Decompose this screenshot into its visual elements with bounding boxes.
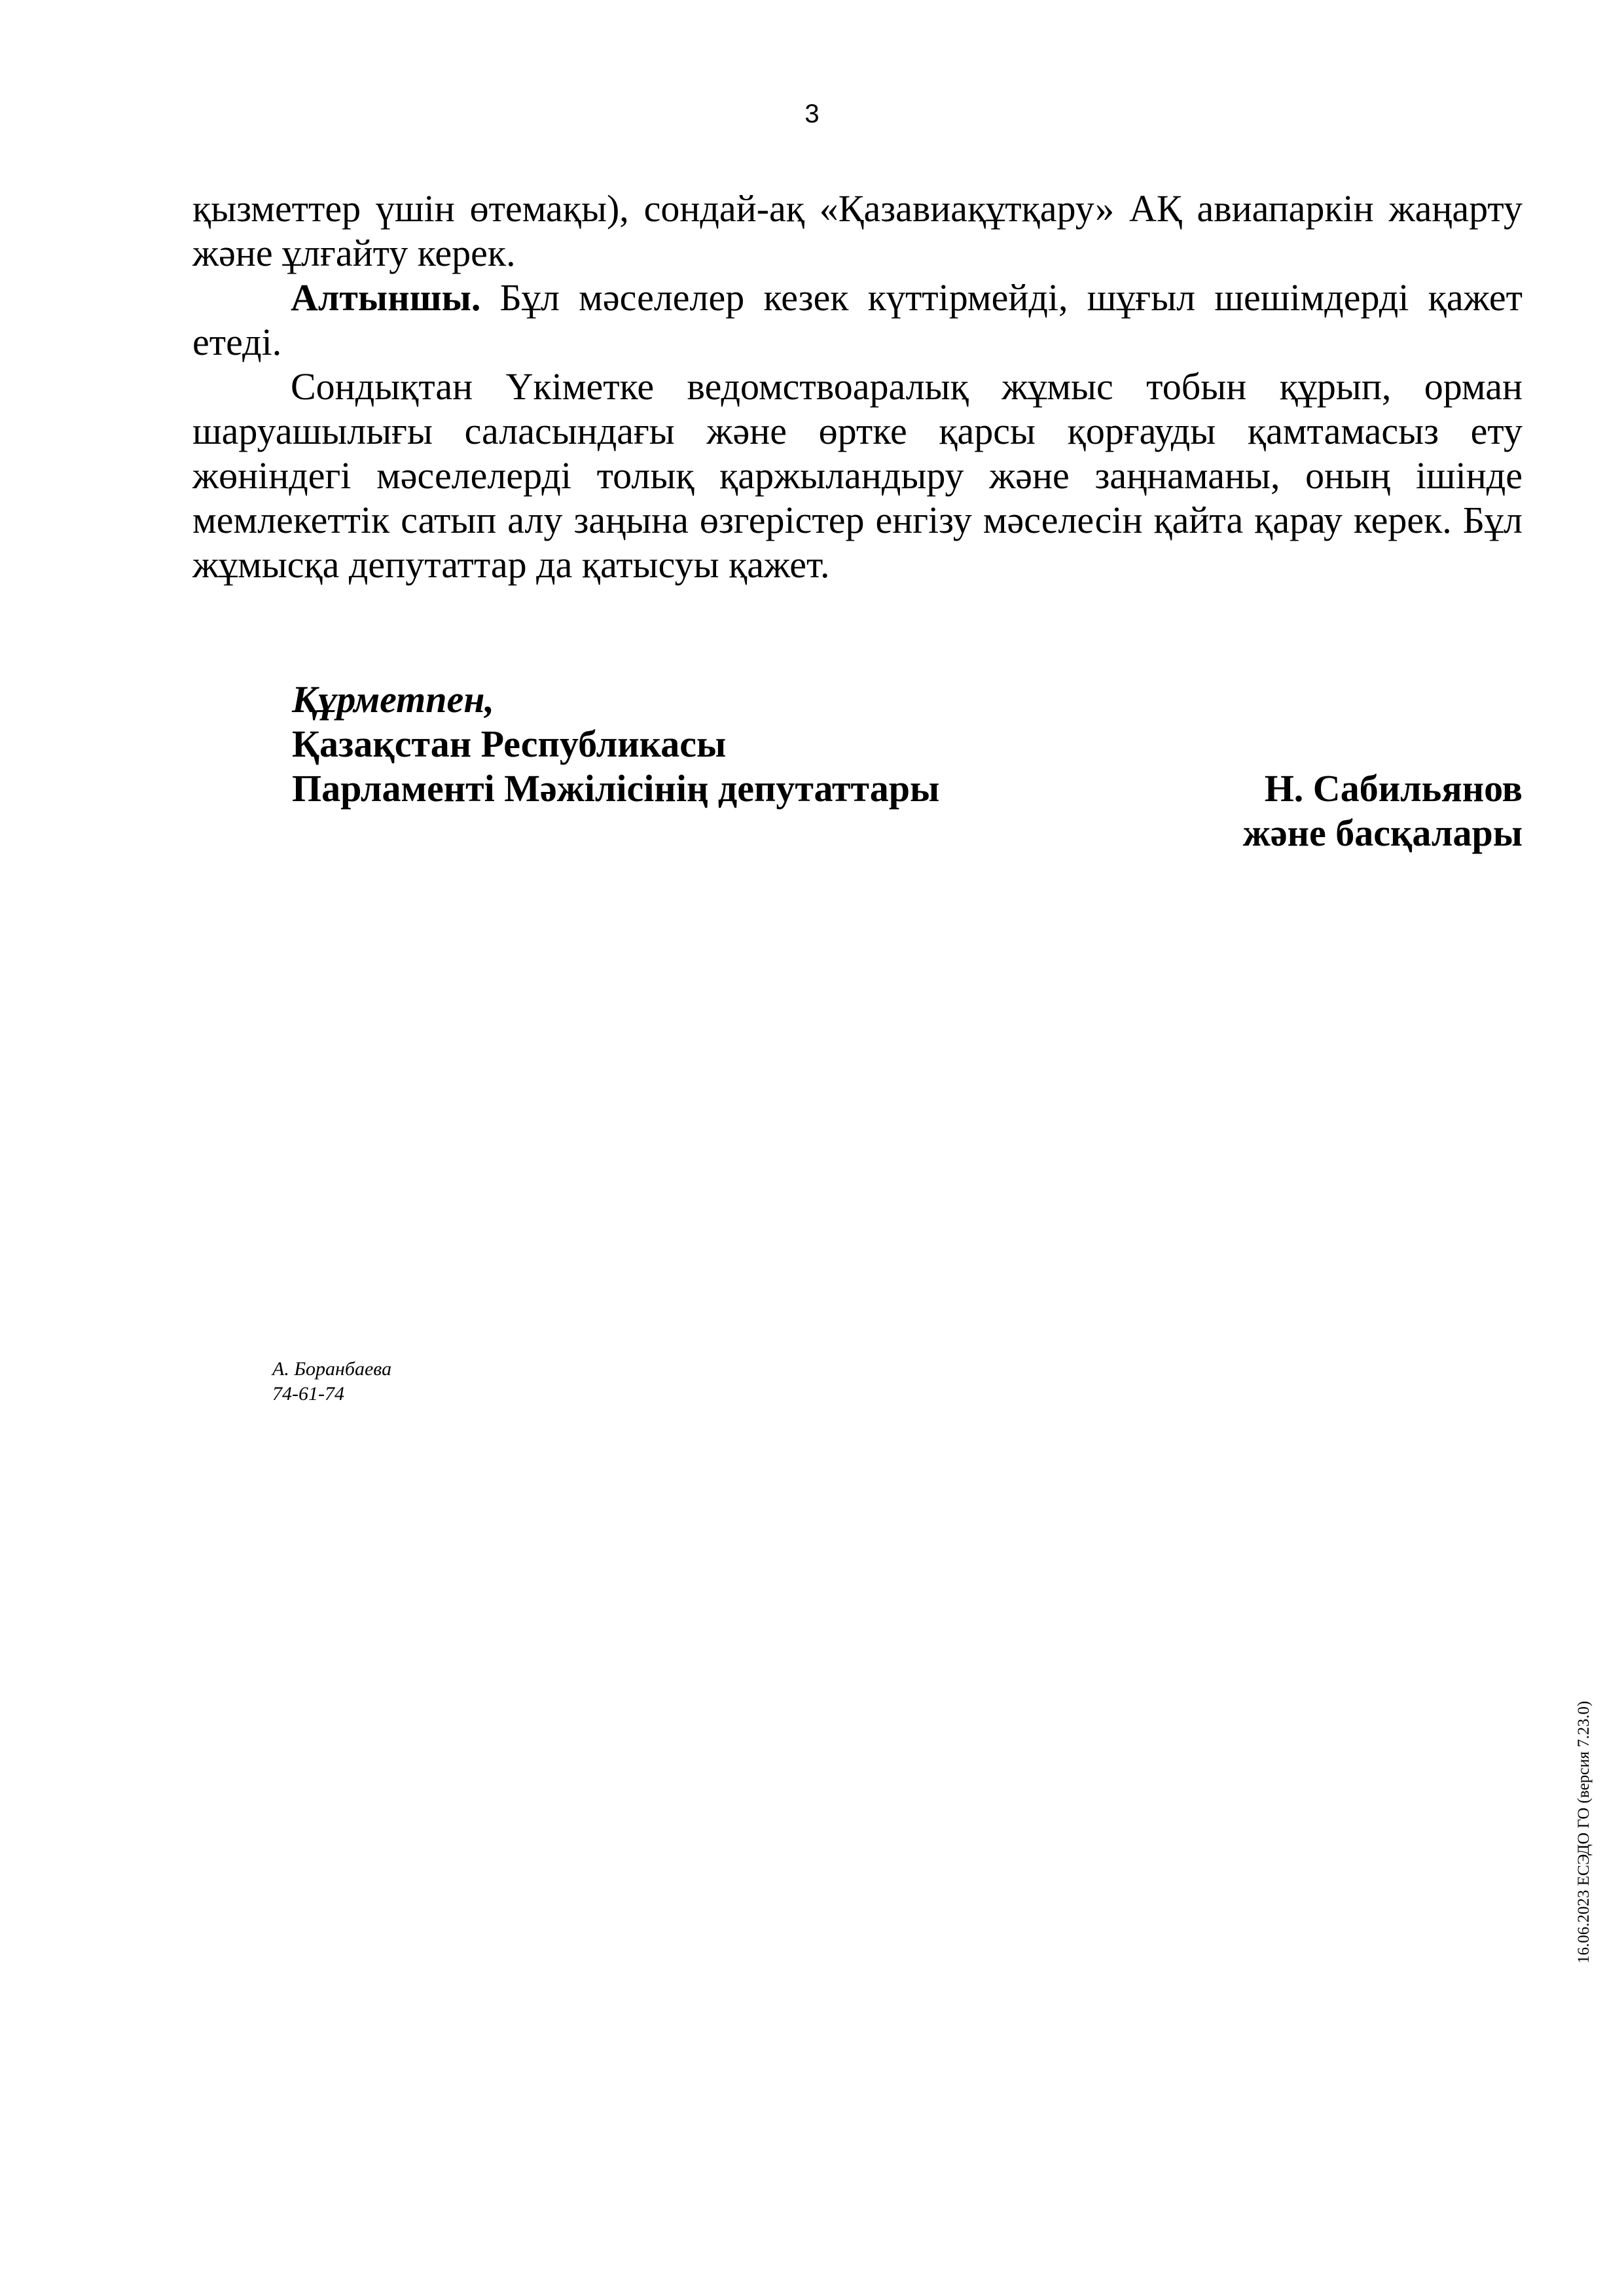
closing-phrase: Құрметпен,: [292, 678, 494, 721]
edms-stamp: [1574, 1636, 1600, 1964]
paragraph-conclusion: Сондықтан Үкіметке ведомствоаралық жұмыс тобын құрып, орман шаруашылығы саласындағы және өртке қарсы қорғауды қамтамасыз ету жөніндегі мәселелерді толық қаржыландыру және заңнаманы, оның ішінде мемлекеттік сатып алу заңына өзгерістер енгізу мәселесін қайта қарау керек. Бұл жұмысқа депутаттар да қатысуы қажет.: [192, 365, 1523, 586]
letter-body: [192, 187, 1523, 587]
paragraph-sixth-point: [192, 276, 1523, 365]
sixth-point-text: Бұл мәселелер кезек күттірмейді, шұғыл шешімдерді қажет етеді.: [192, 276, 1523, 363]
executor-name: А. Боранбаева: [272, 1358, 392, 1380]
signatory-name: Н. Сабильянов: [1264, 767, 1523, 810]
signatory-name-block: [1113, 766, 1523, 855]
sixth-point-label: Алтыншы.: [291, 276, 481, 319]
signatory-org-line-1: Қазақстан Республикасы: [292, 723, 727, 765]
page-number: 3: [804, 99, 820, 128]
paragraph-continuation: қызметтер үшін өтемақы), сондай-ақ «Қазавиақұтқару» АҚ авиапаркін жаңарту және ұлғайту керек.: [192, 187, 1523, 274]
edms-stamp-text: 16.06.2023 ЕСЭДО ГО (версия 7.23.0): [1575, 1700, 1593, 1964]
executor-info: [272, 1357, 391, 1407]
signatory-others: және басқалары: [1242, 812, 1523, 854]
signatory-org-line-2: Парламенті Мәжілісінің депутаттары: [292, 767, 940, 810]
signature-block: [292, 677, 1077, 811]
executor-phone: 74-61-74: [272, 1383, 344, 1405]
